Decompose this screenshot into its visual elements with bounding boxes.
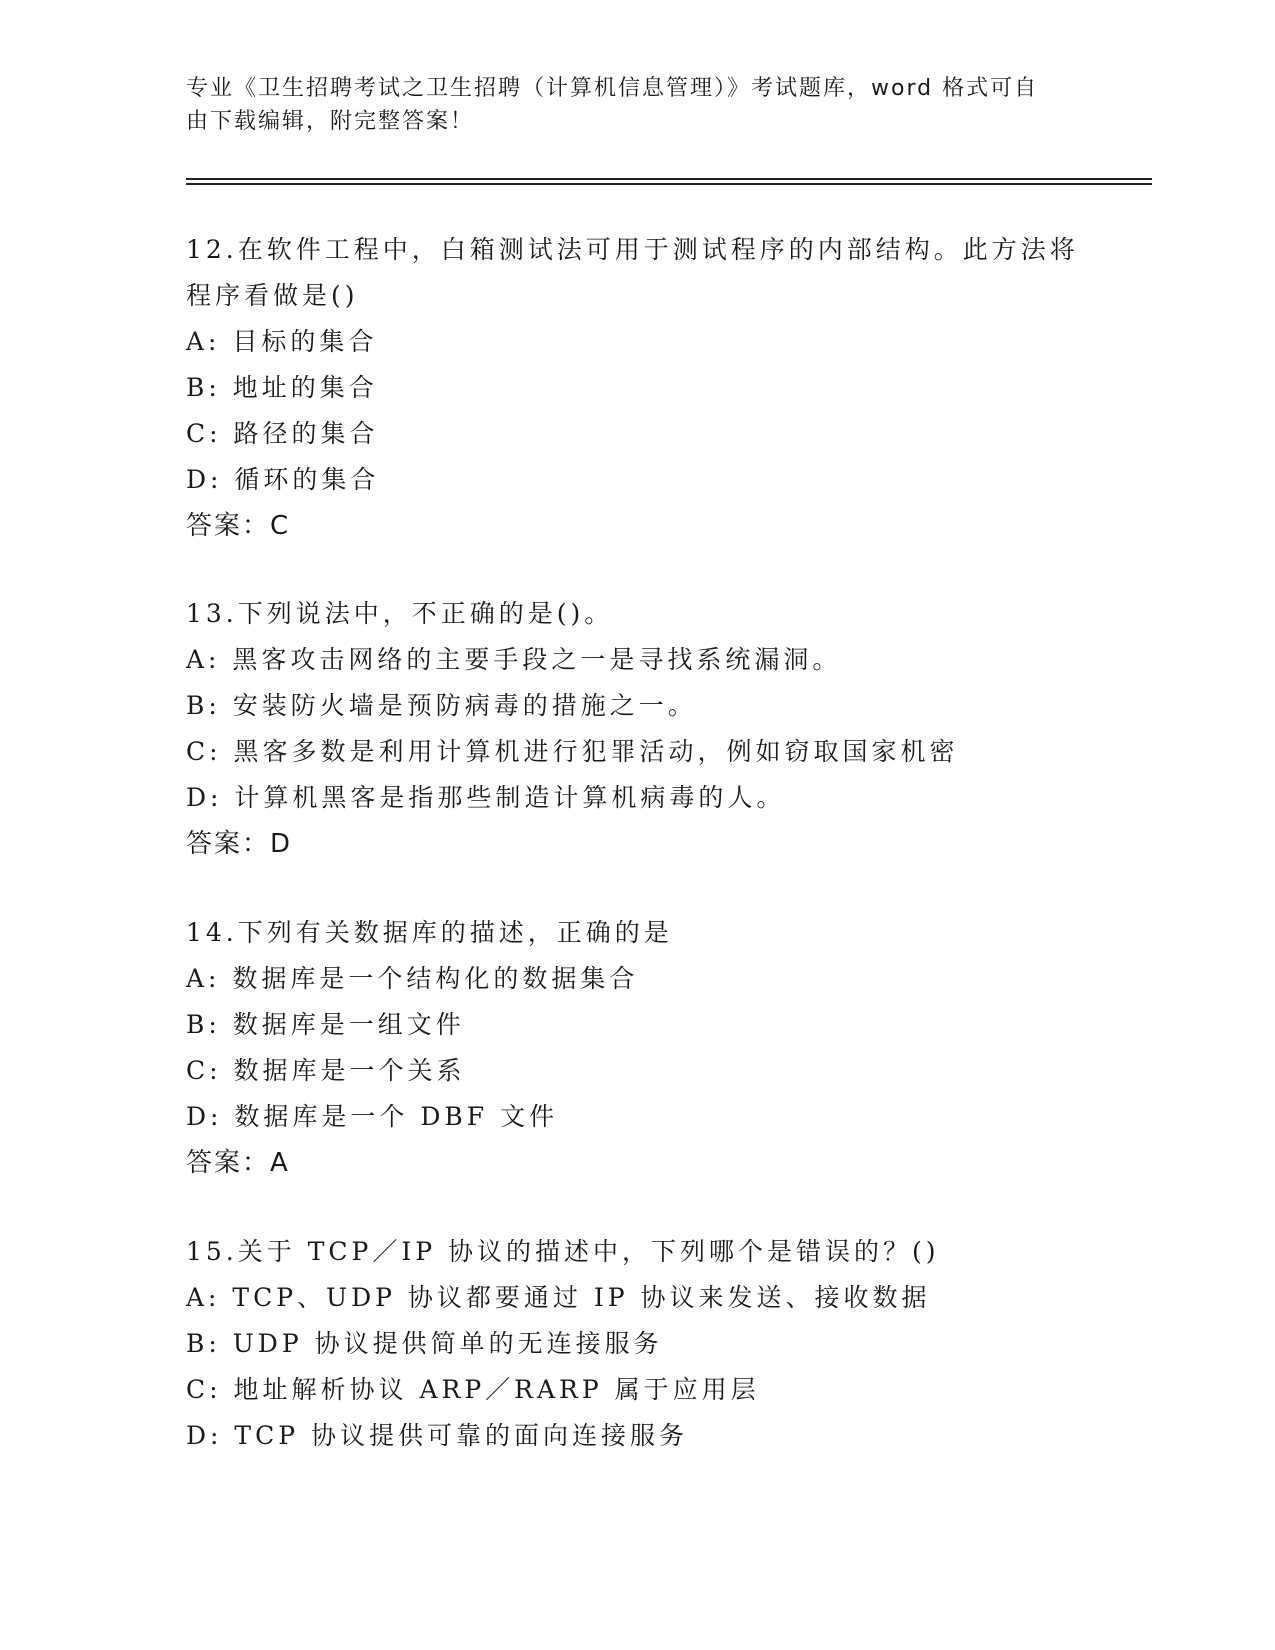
option-b: B: 安装防火墙是预防病毒的措施之一。 bbox=[186, 691, 697, 720]
option-b: B: 地址的集合 bbox=[186, 373, 378, 402]
question-stem: 12.在软件工程中，白箱测试法可用于测试程序的内部结构。此方法将 bbox=[186, 235, 1079, 264]
answer: 答案：C bbox=[186, 511, 291, 541]
option-d: D: 循环的集合 bbox=[186, 465, 380, 494]
option-c: C: 黑客多数是利用计算机进行犯罪活动，例如窃取国家机密 bbox=[186, 737, 959, 766]
option-d: D: 数据库是一个 DBF 文件 bbox=[186, 1102, 559, 1131]
question-12 bbox=[186, 227, 1086, 549]
option-b: B: 数据库是一组文件 bbox=[186, 1010, 465, 1039]
option-c: C: 数据库是一个关系 bbox=[186, 1056, 466, 1085]
option-d: D: 计算机黑客是指那些制造计算机病毒的人。 bbox=[186, 783, 786, 812]
header-line-1: 专业《卫生招聘考试之卫生招聘（计算机信息管理）》考试题库，word 格式可自 bbox=[186, 76, 1039, 101]
option-c: C: 地址解析协议 ARP／RARP 属于应用层 bbox=[186, 1375, 760, 1404]
answer: 答案：D bbox=[186, 829, 293, 859]
option-d: D: TCP 协议提供可靠的面向连接服务 bbox=[186, 1421, 688, 1450]
question-stem: 13.下列说法中，不正确的是()。 bbox=[186, 599, 614, 628]
option-b: B: UDP 协议提供简单的无连接服务 bbox=[186, 1329, 663, 1358]
answer: 答案：A bbox=[186, 1148, 290, 1178]
header-rule-bottom bbox=[186, 183, 1152, 185]
question-13 bbox=[186, 591, 1086, 867]
header-line-2: 由下载编辑，附完整答案！ bbox=[186, 109, 475, 134]
question-14 bbox=[186, 910, 1086, 1186]
option-a: A: 目标的集合 bbox=[186, 327, 378, 356]
question-15 bbox=[186, 1229, 1086, 1459]
question-stem-continued: 程序看做是() bbox=[186, 281, 359, 310]
option-a: A: 数据库是一个结构化的数据集合 bbox=[186, 964, 639, 993]
question-stem: 14.下列有关数据库的描述，正确的是 bbox=[186, 918, 673, 947]
option-a: A: TCP、UDP 协议都要通过 IP 协议来发送、接收数据 bbox=[186, 1283, 931, 1312]
header-rule-top bbox=[186, 178, 1152, 180]
question-stem: 15.关于 TCP／IP 协议的描述中，下列哪个是错误的？() bbox=[186, 1237, 940, 1266]
option-c: C: 路径的集合 bbox=[186, 419, 379, 448]
option-a: A: 黑客攻击网络的主要手段之一是寻找系统漏洞。 bbox=[186, 645, 842, 674]
document-header bbox=[186, 72, 1066, 138]
